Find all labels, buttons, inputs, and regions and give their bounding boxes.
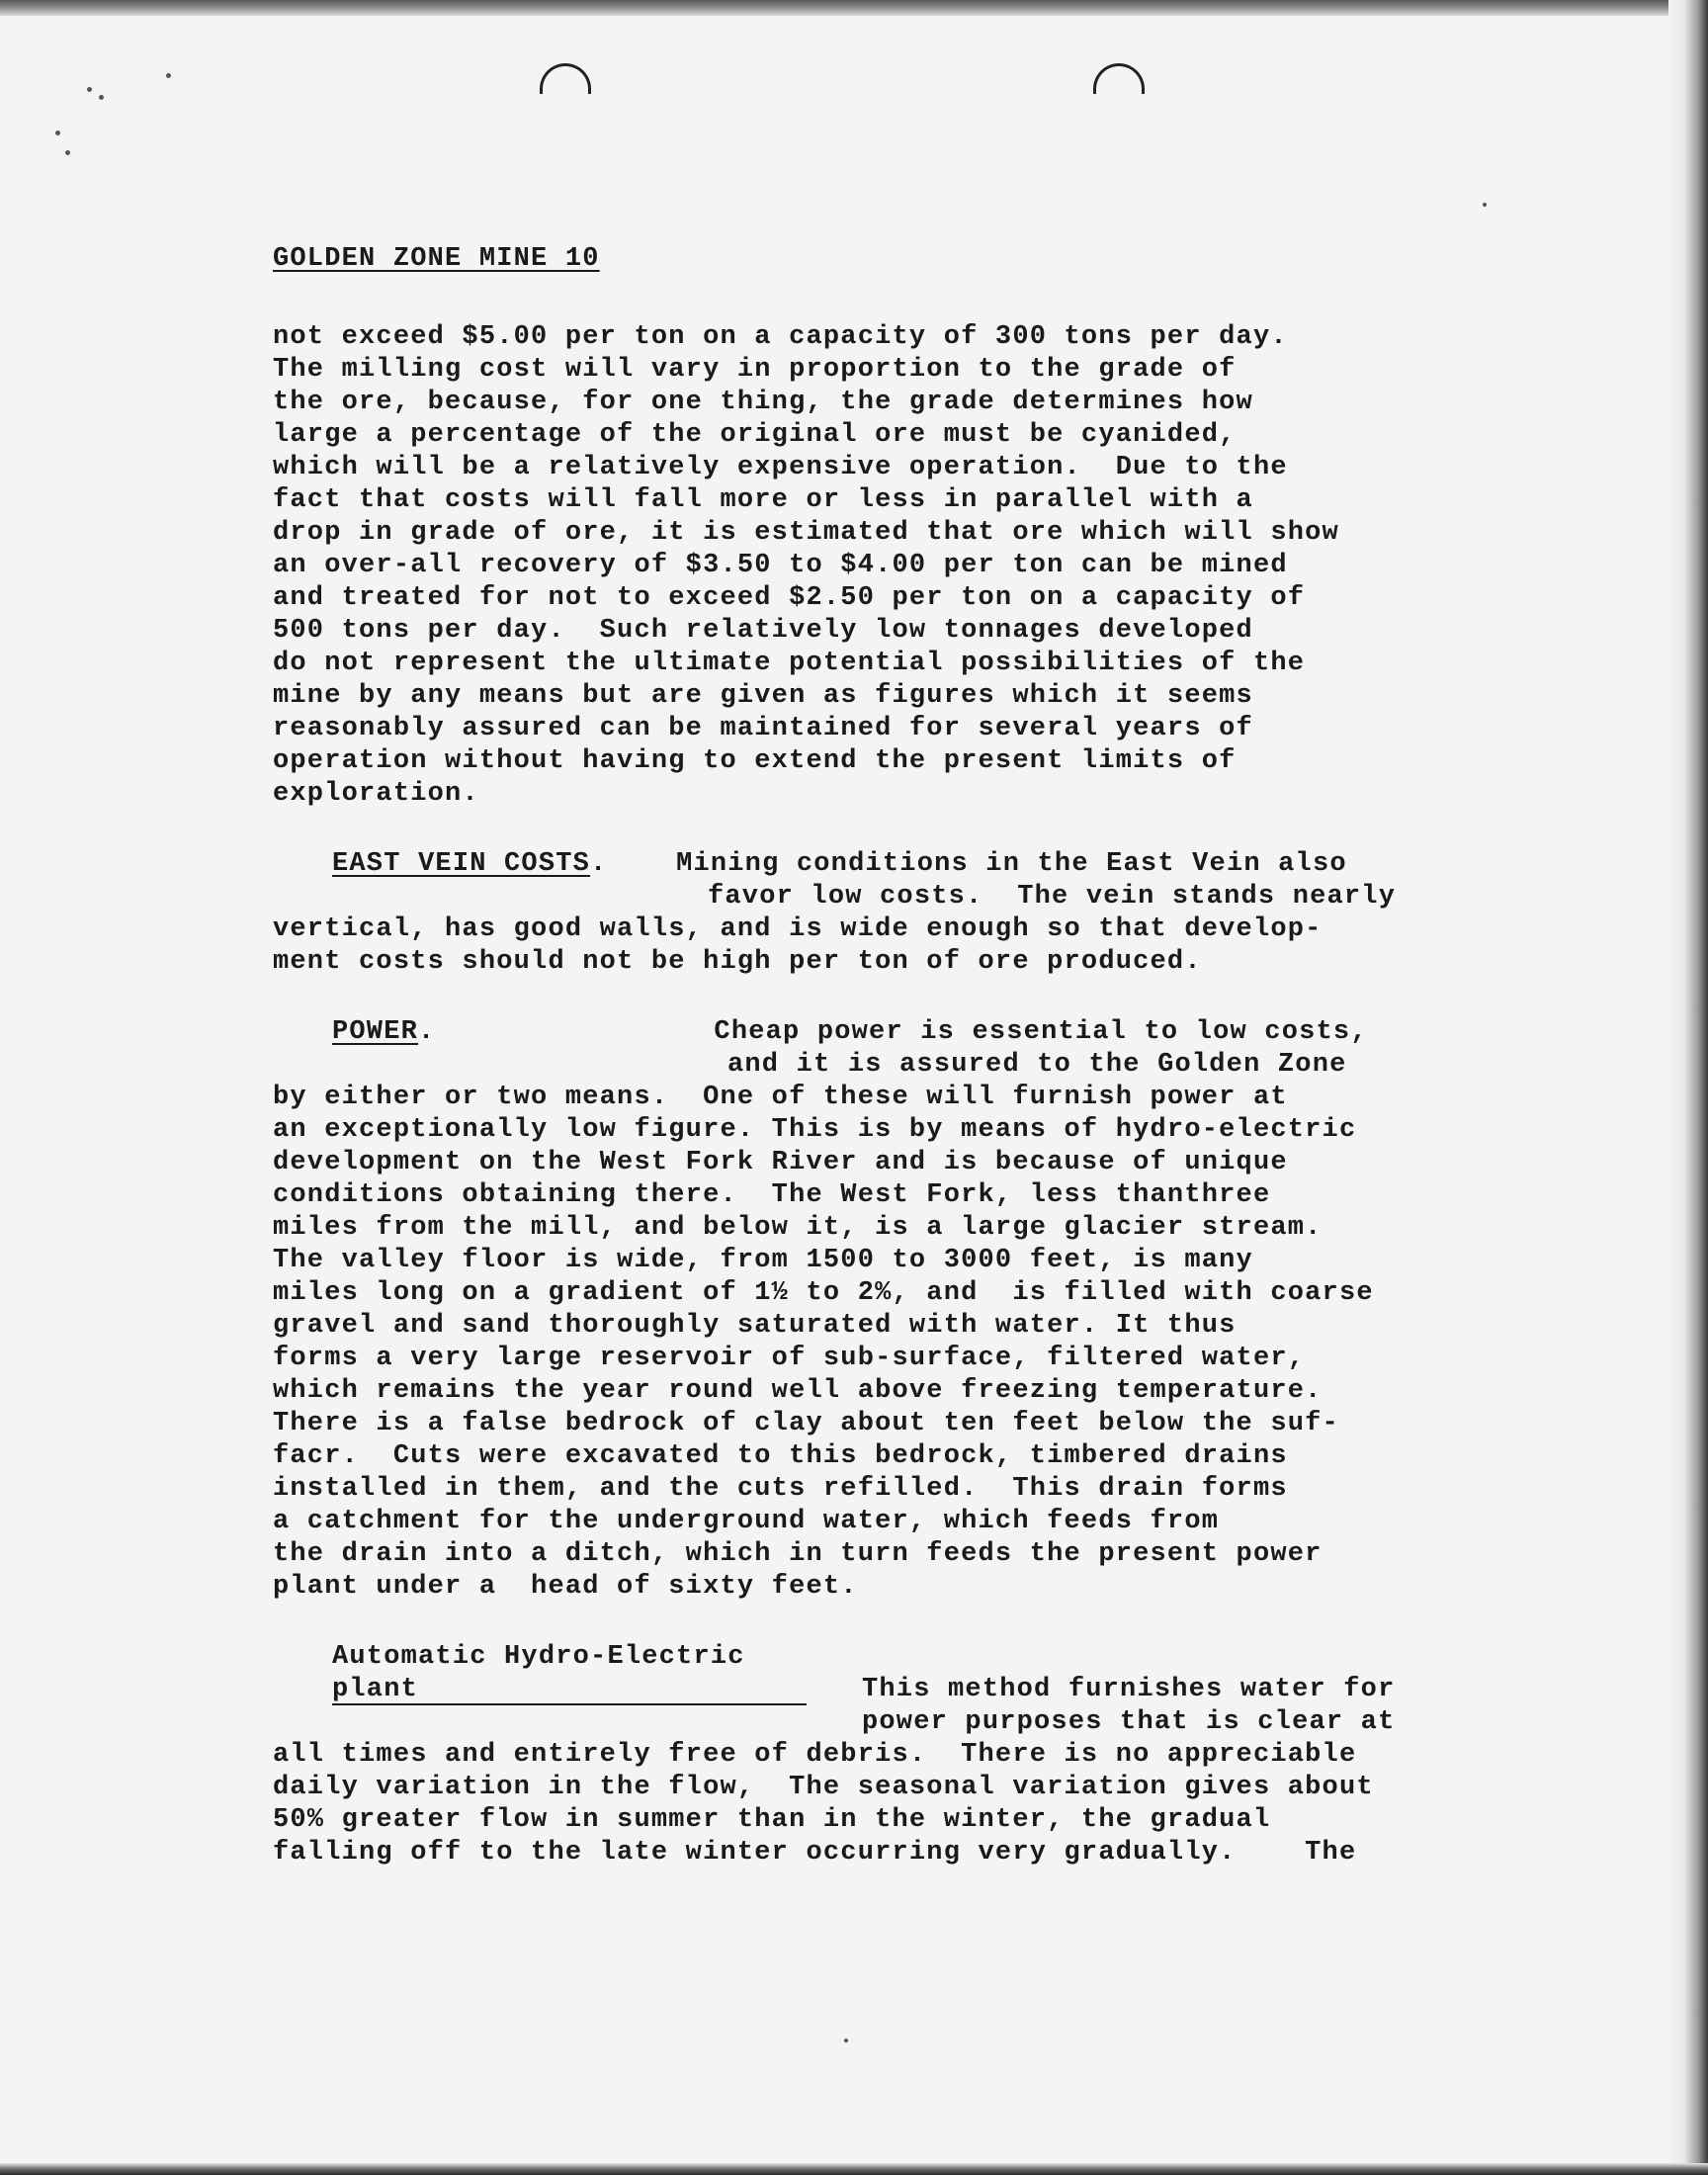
text-line: mine by any means but are given as figures which it seems	[273, 681, 1253, 711]
text-line	[273, 1706, 1558, 1739]
text-line: do not represent the ultimate potential possibilities of the	[273, 649, 1306, 678]
text-line: The valley floor is wide, from 1500 to 3000 feet, is many	[273, 1246, 1253, 1275]
text-line: a catchment for the underground water, which feeds from	[273, 1507, 1220, 1536]
text-line: EAST VEIN COSTS. Mining conditions in the East Vein also	[332, 849, 1347, 879]
text-line: miles from the mill, and below it, is a large glacier stream.	[273, 1213, 1323, 1243]
text-line: large a percentage of the original ore must be cyanided,	[273, 420, 1237, 450]
text-line: by either or two means. One of these will furnish power at	[273, 1083, 1288, 1112]
text-line: the ore, because, for one thing, the grade determines how	[273, 388, 1253, 417]
text-line: fact that costs will fall more or less in parallel with a	[273, 485, 1253, 515]
speck	[844, 2039, 848, 2043]
text-line: and treated for not to exceed $2.50 per ton on a capacity of	[273, 583, 1306, 613]
text-line: miles long on a gradient of 1½ to 2%, and is filled with coarse	[273, 1278, 1374, 1308]
text-line: conditions obtaining there. The West Fork, less thanthree	[273, 1180, 1271, 1210]
text-line: plant under a head of sixty feet.	[273, 1572, 858, 1602]
text-line: installed in them, and the cuts refilled. This drain forms	[273, 1474, 1288, 1504]
text-line: an over-all recovery of $3.50 to $4.00 per ton can be mined	[273, 551, 1288, 580]
text-line: falling off to the late winter occurring very gradually. The	[273, 1838, 1357, 1868]
text-line: 50% greater flow in summer than in the winter, the gradual	[273, 1805, 1271, 1835]
text-line	[273, 1641, 1558, 1674]
text-span: Mining conditions in the East Vein also	[676, 849, 1347, 879]
east-vein-costs-heading: EAST VEIN COSTS	[332, 849, 591, 879]
text-line: The milling cost will vary in proportion to the grade of	[273, 355, 1237, 385]
text-line: reasonably assured can be maintained for several years of	[273, 714, 1253, 743]
text-line: There is a false bedrock of clay about ten feet below the suf-	[273, 1409, 1339, 1438]
power-heading: POWER	[332, 1017, 419, 1047]
text-line: facr. Cuts were excavated to this bedrock, timbered drains	[273, 1441, 1288, 1471]
speck	[1483, 203, 1487, 207]
speck	[87, 87, 92, 92]
text-line	[273, 881, 1558, 914]
page-right-edge	[1668, 0, 1708, 2175]
text-line: development on the West Fork River and is because of unique	[273, 1148, 1288, 1177]
text-line: which will be a relatively expensive operation. Due to the	[273, 453, 1288, 482]
text-line: forms a very large reservoir of sub-surface, filtered water,	[273, 1344, 1306, 1373]
page-header	[273, 243, 1558, 276]
text-line	[273, 1049, 1558, 1082]
text-line	[273, 1674, 1558, 1706]
text-span: and it is assured to the Golden Zone	[727, 1050, 1347, 1080]
text-span: power purposes that is clear at	[862, 1707, 1396, 1737]
speck	[65, 150, 70, 155]
text-span: This method furnishes water for	[862, 1675, 1396, 1704]
text-span: Cheap power is essential to low costs,	[714, 1017, 1368, 1047]
page-bottom-edge	[0, 2163, 1708, 2175]
text-line: the drain into a ditch, which in turn feeds the present power	[273, 1539, 1323, 1569]
speck	[99, 95, 104, 100]
text-line: which remains the year round well above freezing temperature.	[273, 1376, 1323, 1406]
text-line: 500 tons per day. Such relatively low tonnages developed	[273, 616, 1253, 646]
text-line: exploration.	[273, 779, 479, 809]
speck	[55, 130, 60, 135]
text-line: gravel and sand thoroughly saturated with water. It thus	[273, 1311, 1237, 1341]
speck	[166, 73, 171, 78]
punch-hole-left	[540, 63, 591, 94]
text-line: daily variation in the flow, The seasonal variation gives about	[273, 1773, 1374, 1802]
hydro-plant-heading-line-2: plant	[332, 1676, 807, 1705]
punch-hole-right	[1093, 63, 1145, 94]
text-span: favor low costs. The vein stands nearly	[708, 882, 1397, 912]
page-header-text: GOLDEN ZONE MINE 10	[273, 244, 600, 274]
text-line: drop in grade of ore, it is estimated that ore which will show	[273, 518, 1339, 548]
text-line: ment costs should not be high per ton of ore produced.	[273, 947, 1202, 977]
paragraph-power	[273, 1016, 1558, 1604]
paragraph-east-vein-costs	[273, 848, 1558, 979]
text-line: an exceptionally low figure. This is by means of hydro-electric	[273, 1115, 1357, 1145]
text-line: not exceed $5.00 per ton on a capacity of 300 tons per day.	[273, 322, 1288, 352]
paragraph-mining-costs	[273, 321, 1558, 811]
text-line: POWER. Cheap power is essential to low costs,	[332, 1017, 1368, 1047]
text-line: all times and entirely free of debris. There is no appreciable	[273, 1740, 1357, 1770]
hydro-plant-heading-line-1: Automatic Hydro-Electric	[332, 1642, 745, 1672]
page-top-edge	[0, 0, 1708, 16]
document-page	[273, 243, 1558, 1907]
paragraph-hydro-electric-plant	[273, 1641, 1558, 1870]
text-line: vertical, has good walls, and is wide enough so that develop-	[273, 914, 1323, 944]
text-line: operation without having to extend the present limits of	[273, 746, 1237, 776]
